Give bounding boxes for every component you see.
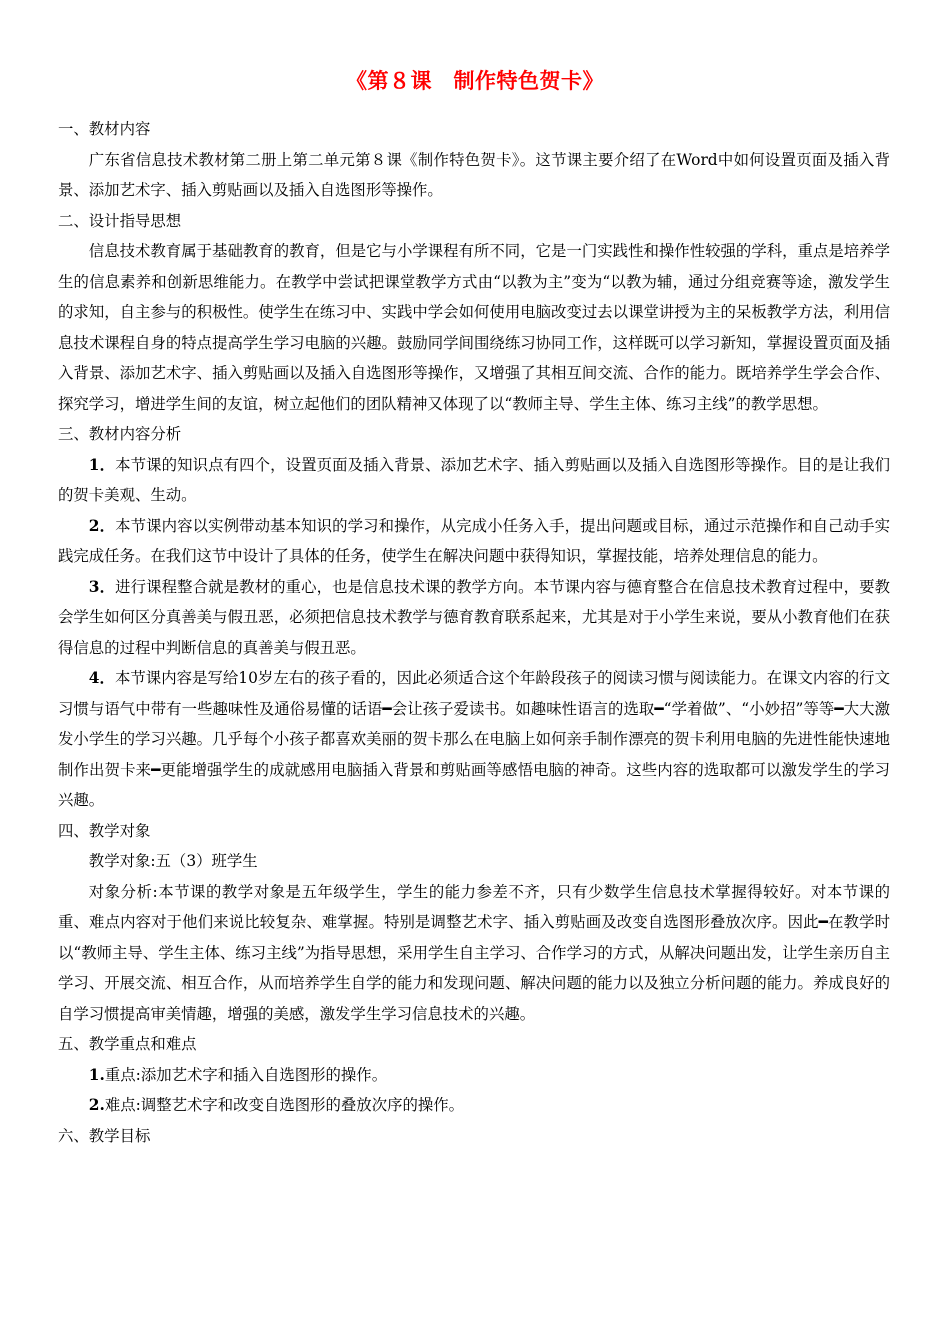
document-body	[58, 114, 890, 1151]
item-number: 4．	[88, 669, 115, 687]
paragraph-text: 信息技术教育属于基础教育的教育，但是它与小学课程有所不同，它是一门实践性和操作性较强的学科，重点是培养学生的信息素养和创新思维能力。在教学中尝试把课堂教学方式由“以教为主”变为“以教为辅，通过分组竞赛等途，激发学生的求知，自主参与的积极性。使学生在练习中、实践中学会如何使用电脑改变过去以课堂讲授为主的呆板教学方法，利用信息技术课程自身的特点提高学生学习电脑的兴趣。鼓励同学间围绕练习协同工作，这样既可以学习新知，掌握设置页面及插入背景、添加艺术字、插入剪贴画以及插入自选图形等操作，又增强了其相互间交流、合作的能力。既培养学生学会合作、探究学习，增进学生间的友谊，树立起他们的团队精神又体现了以“教师主导、学生主体、练习主线”的教学思想。	[58, 242, 890, 413]
paragraph	[58, 236, 890, 419]
section-heading: 二、设计指导思想	[58, 211, 182, 230]
section-heading: 五、教学重点和难点	[58, 1035, 197, 1053]
section-heading: 四、教学对象	[58, 821, 151, 840]
numbered-paragraph	[58, 511, 890, 572]
item-number: 3．	[88, 577, 116, 596]
item-number: 1．	[88, 455, 116, 474]
item-number: 2.	[88, 1096, 105, 1114]
section-heading: 六、教学目标	[58, 1126, 151, 1145]
paragraph	[58, 846, 890, 877]
item-number: 1.	[88, 1065, 105, 1084]
numbered-paragraph	[58, 572, 890, 664]
section-heading: 三、教材内容分析	[58, 425, 182, 443]
paragraph-text: 教学对象:五（3）班学生	[88, 852, 258, 870]
paragraph-text: 对象分析:本节课的教学对象是五年级学生，学生的能力参差不齐，只有少数学生信息技术掌握得较好。对本节课的重、难点内容对于他们来说比较复杂、难掌握。特别是调整艺术字、插入剪贴画及改变自选图形叠放次序。因此━在教学时以“教师主导、学生主体、练习主线”为指导思想，采用学生自主学习、合作学习的方式，从解决问题出发，让学生亲历自主学习、开展交流、相互合作，从而培养学生自学的能力和发现问题、解决问题的能力以及独立分析问题的能力。养成良好的自学习惯提高审美情趣，增强的美感，激发学生学习信息技术的兴趣。	[58, 882, 890, 1023]
numbered-paragraph	[58, 1060, 890, 1091]
paragraph-text: 本节课内容以实例带动基本知识的学习和操作，从完成小任务入手，提出问题或目标，通过示范操作和自己动手实践完成任务。在我们这节中设计了具体的任务，使学生在解决问题中获得知识，掌握技能，培养处理信息的能力。	[58, 516, 890, 565]
section-heading: 一、教材内容	[58, 120, 151, 138]
paragraph-text: 广东省信息技术教材第二册上第二单元第８课《制作特色贺卡》。这节课主要介绍了在Word中如何设置页面及插入背景、添加艺术字、插入剪贴画以及插入自选图形等操作。	[58, 150, 890, 199]
document-title: 《第８课 制作特色贺卡》	[346, 68, 604, 93]
paragraph-text: 本节课的知识点有四个，设置页面及插入背景、添加艺术字、插入剪贴画以及插入自选图形等操作。目的是让我们的贺卡美观、生动。	[58, 455, 890, 504]
numbered-paragraph	[58, 663, 890, 816]
paragraph-text: 重点:添加艺术字和插入自选图形的操作。	[104, 1065, 388, 1084]
paragraph-text: 本节课内容是写给10岁左右的孩子看的，因此必须适合这个年龄段孩子的阅读习惯与阅读能力。在课文内容的行文习惯与语气中带有一些趣味性及通俗易懂的话语━会让孩子爱读书。如趣味性语言的选取━“学着做”、“小妙招”等等━大大激发小学生的学习兴趣。几乎每个小孩子都喜欢美丽的贺卡那么在电脑上如何亲手制作漂亮的贺卡利用电脑的先进性能快速地制作出贺卡来━更能增强学生的成就感用电脑插入背景和剪贴画等感悟电脑的神奇。这些内容的选取都可以激发学生的学习兴趣。	[58, 669, 890, 809]
paragraph-text: 进行课程整合就是教材的重心，也是信息技术课的教学方向。本节课内容与德育整合在信息技术教育过程中，要教会学生如何区分真善美与假丑恶，必须把信息技术教学与德育教育联系起来，尤其是对于小学生来说，要从小教育他们在获得信息的过程中判断信息的真善美与假丑恶。	[58, 577, 890, 657]
paragraph-text: 难点:调整艺术字和改变自选图形的叠放次序的操作。	[104, 1096, 465, 1114]
item-number: 2．	[88, 516, 116, 535]
paragraph	[58, 145, 890, 206]
numbered-paragraph	[58, 1090, 890, 1121]
numbered-paragraph	[58, 450, 890, 511]
paragraph	[58, 877, 890, 1030]
